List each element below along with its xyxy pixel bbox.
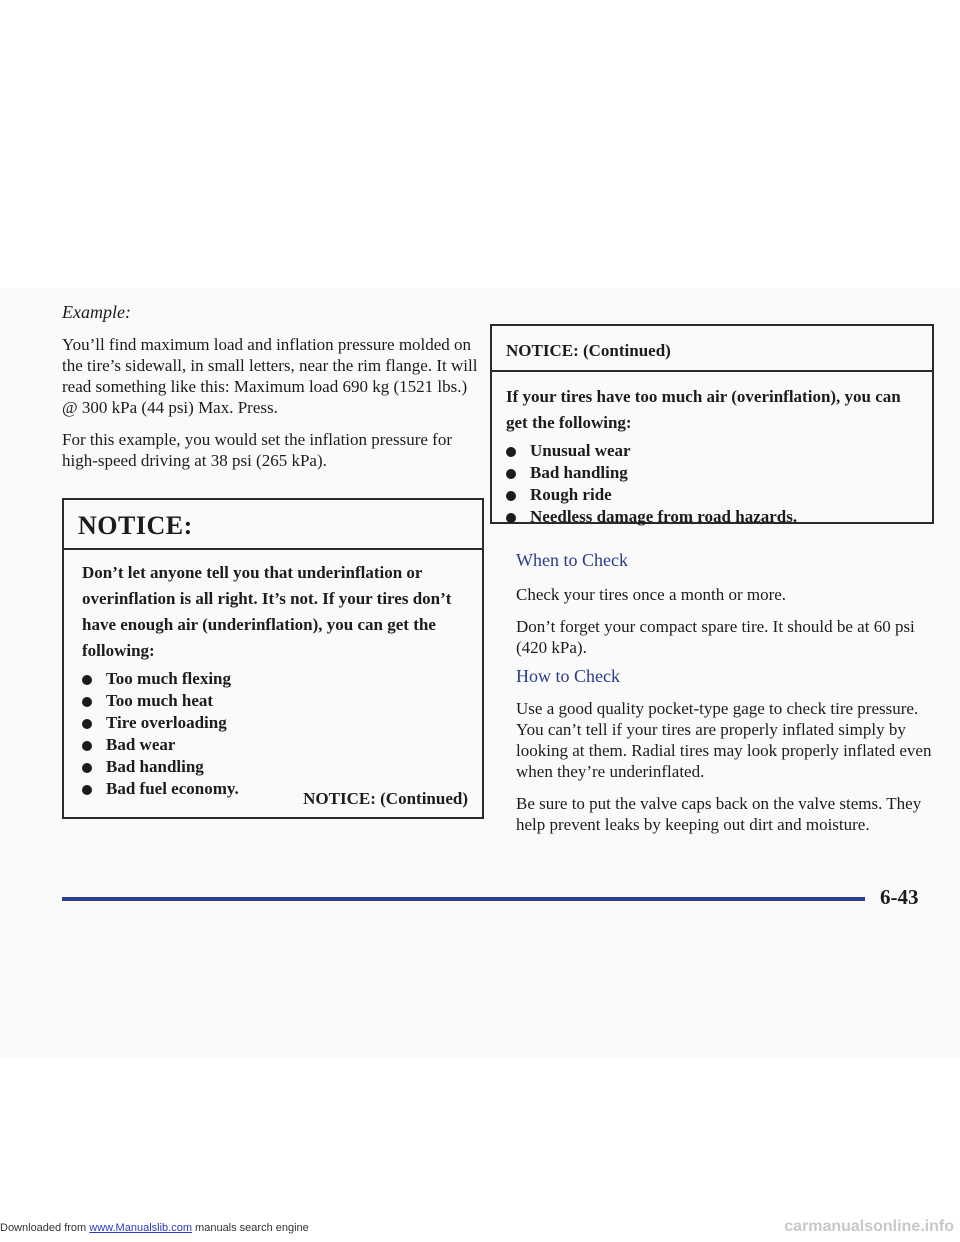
list-item: Tire overloading (82, 712, 464, 734)
bullet-icon (82, 785, 92, 795)
footer-prefix: Downloaded from (0, 1222, 87, 1234)
how-to-check-heading: How to Check (516, 666, 620, 686)
list-item: Too much flexing (82, 668, 464, 690)
notice-continued-label: NOTICE: (Continued) (303, 789, 468, 808)
bullet-icon (506, 447, 516, 457)
list-item: Needless damage from road hazards. (506, 506, 918, 528)
manualslib-link[interactable]: www.Manualslib.com (89, 1222, 192, 1234)
bullet-icon (82, 719, 92, 729)
how-to-check-section (516, 665, 936, 835)
watermark: carmanualsonline.info (784, 1218, 954, 1235)
list-item: Unusual wear (506, 440, 918, 462)
notice-lead-text: Don’t let anyone tell you that underinflation or overinflation is all right. It’s not. If your tires don’t have enough air (underinflation), you can get the following: (82, 563, 452, 660)
notice-box-underinflation (62, 498, 484, 819)
notice-bullet-list (82, 668, 464, 800)
bullet-icon (506, 513, 516, 523)
bullet-icon (82, 741, 92, 751)
list-item: Bad handling (506, 462, 918, 484)
list-item: Bad handling (82, 756, 464, 778)
bullet-icon (506, 491, 516, 501)
notice-continued-title: NOTICE: (Continued) (492, 326, 932, 372)
paragraph-inflation-example: For this example, you would set the inflation pressure for high-speed driving at 38 psi (265 kPa). (62, 430, 452, 470)
list-item: Bad fuel economy. (82, 778, 464, 800)
list-item: Too much heat (82, 690, 464, 712)
notice-title: NOTICE: (64, 500, 482, 550)
page-rule (62, 897, 865, 901)
notice-lead-text: If your tires have too much air (overinflation), you can get the following: (506, 387, 901, 432)
page-number: 6-43 (880, 885, 919, 909)
notice-bullet-list (506, 440, 918, 528)
how-paragraph-2: Be sure to put the valve caps back on the valve stems. They help prevent leaks by keeping out dirt and moisture. (516, 794, 922, 834)
bullet-icon (506, 469, 516, 479)
left-column (62, 302, 482, 482)
when-to-check-section (516, 549, 936, 658)
when-to-check-heading: When to Check (516, 550, 628, 570)
list-item: Rough ride (506, 484, 918, 506)
when-paragraph-2: Don’t forget your compact spare tire. It should be at 60 psi (420 kPa). (516, 617, 915, 657)
when-paragraph-1: Check your tires once a month or more. (516, 585, 787, 604)
bullet-icon (82, 675, 92, 685)
example-label: Example: (62, 302, 131, 322)
notice-box-overinflation (490, 324, 934, 524)
paragraph-max-load: You’ll find maximum load and inflation pressure molded on the tire’s sidewall, in small letters, near the rim flange. It will read something like this: Maximum load 690 kg (1521 lbs.) @ 300 kPa (44 psi) Max. Press. (62, 335, 478, 417)
list-item: Bad wear (82, 734, 464, 756)
bullet-icon (82, 763, 92, 773)
how-paragraph-1: Use a good quality pocket-type gage to check tire pressure. You can’t tell if your tires are properly inflated simply by looking at them. Radial tires may look properly inflated even when they’re underinflated. (516, 699, 932, 781)
footer-suffix: manuals search engine (195, 1222, 309, 1234)
bullet-icon (82, 697, 92, 707)
